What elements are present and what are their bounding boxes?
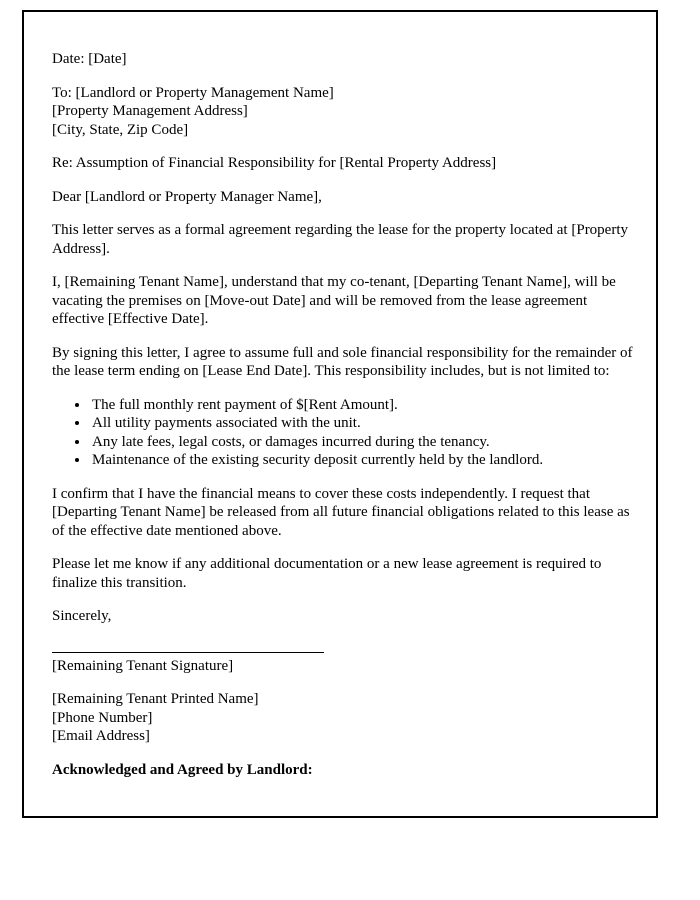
list-item: • Maintenance of the existing security deposit currently held by the landlord. — [90, 451, 636, 470]
contact-phone: [Phone Number] — [52, 709, 153, 726]
closing: Sincerely, — [52, 608, 112, 624]
paragraph-cotenant: I, [Remaining Tenant Name], understand that my co-tenant, [Departing Tenant Name], will be vacating the premises on [Move-out Date] and will be removed from the lease agreement effective [Effective Date]. — [52, 274, 616, 327]
contact-block — [52, 690, 636, 746]
list-item: • The full monthly rent payment of $[Rent Amount]. — [90, 396, 636, 415]
subject-line: Re: Assumption of Financial Responsibility for [Rental Property Address] — [52, 155, 497, 171]
recipient-block — [52, 84, 636, 140]
responsibility-list — [52, 396, 636, 470]
list-item: • All utility payments associated with the unit. — [90, 414, 636, 433]
list-item: • Any late fees, legal costs, or damages incurred during the tenancy. — [90, 433, 636, 452]
paragraph-closing-request: Please let me know if any additional documentation or a new lease agreement is required to finalize this transition. — [52, 556, 602, 591]
letter-document — [22, 10, 658, 818]
contact-printed-name: [Remaining Tenant Printed Name] — [52, 691, 259, 707]
recipient-address-line1: [Property Management Address] — [52, 103, 248, 119]
recipient-address-line2: [City, State, Zip Code] — [52, 121, 189, 138]
recipient-to-line: To: [Landlord or Property Management Name] — [52, 84, 334, 101]
signature-caption: [Remaining Tenant Signature] — [52, 657, 234, 674]
date-line: Date: [Date] — [52, 51, 127, 67]
paragraph-intro: This letter serves as a formal agreement regarding the lease for the property located at [Property Address]. — [52, 222, 629, 257]
paragraph-confirmation: I confirm that I have the financial means to cover these costs independently. I request that [Departing Tenant Name] be released from all future financial obligations related to this lease as of the effective date mentioned above. — [52, 485, 630, 539]
landlord-ack-heading: Acknowledged and Agreed by Landlord: — [52, 761, 313, 778]
contact-email: [Email Address] — [52, 728, 150, 744]
signature-line — [52, 641, 324, 653]
salutation: Dear [Landlord or Property Manager Name], — [52, 188, 322, 205]
paragraph-responsibility: By signing this letter, I agree to assume full and sole financial responsibility for the remainder of the lease term ending on [Lease End Date]. This responsibility includes, but is not limited to: — [52, 344, 633, 379]
